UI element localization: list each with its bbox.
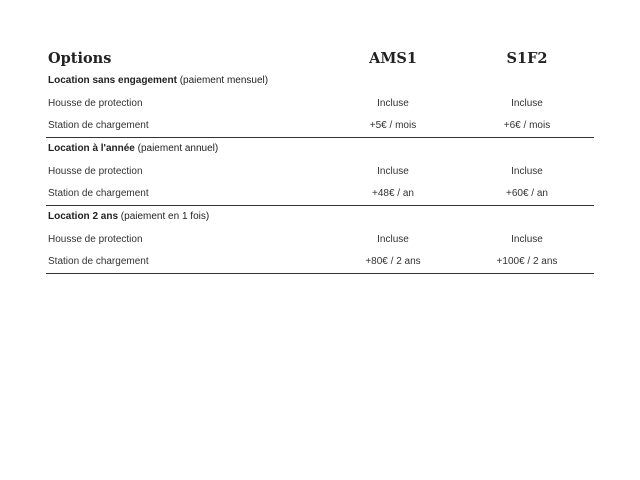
table-row xyxy=(46,251,594,274)
section-title xyxy=(46,138,594,160)
cell-s1f2: Incluse xyxy=(511,233,543,245)
section-title-note: (paiement annuel) xyxy=(137,143,219,154)
section-location-2-ans xyxy=(46,206,594,274)
section-title-bold: Location à l'année xyxy=(48,143,135,154)
row-label: Station de chargement xyxy=(48,120,149,132)
row-label: Housse de protection xyxy=(48,165,143,177)
section-title-bold: Location sans engagement xyxy=(48,75,177,86)
cell-s1f2: Incluse xyxy=(511,165,543,177)
cell-ams1: Incluse xyxy=(377,165,409,177)
options-heading: Options xyxy=(48,49,112,67)
cell-ams1: +48€ / an xyxy=(372,188,414,200)
row-label: Station de chargement xyxy=(48,188,149,200)
cell-s1f2: Incluse xyxy=(511,97,543,109)
column-header-s1f2: S1F2 xyxy=(506,49,548,67)
table-row xyxy=(46,183,594,206)
row-label: Housse de protection xyxy=(48,233,143,245)
table-row xyxy=(46,160,594,183)
column-header-ams1: AMS1 xyxy=(369,49,417,67)
section-location-sans-engagement xyxy=(46,70,594,138)
cell-ams1: +80€ / 2 ans xyxy=(365,256,421,268)
section-title xyxy=(46,206,594,228)
cell-s1f2: +100€ / 2 ans xyxy=(496,256,558,268)
table-row xyxy=(46,115,594,138)
table-row xyxy=(46,92,594,115)
section-title xyxy=(46,70,594,92)
table-header xyxy=(46,46,594,70)
section-title-note: (paiement en 1 fois) xyxy=(120,211,210,222)
options-table xyxy=(46,46,594,274)
cell-s1f2: +60€ / an xyxy=(506,188,548,200)
cell-ams1: +5€ / mois xyxy=(369,120,417,132)
cell-ams1: Incluse xyxy=(377,97,409,109)
cell-ams1: Incluse xyxy=(377,233,409,245)
row-label: Station de chargement xyxy=(48,256,149,268)
section-title-bold: Location 2 ans xyxy=(48,211,119,222)
table-row xyxy=(46,228,594,251)
section-location-annee xyxy=(46,138,594,206)
row-label: Housse de protection xyxy=(48,97,143,109)
cell-s1f2: +6€ / mois xyxy=(503,120,551,132)
section-title-note: (paiement mensuel) xyxy=(179,75,269,86)
